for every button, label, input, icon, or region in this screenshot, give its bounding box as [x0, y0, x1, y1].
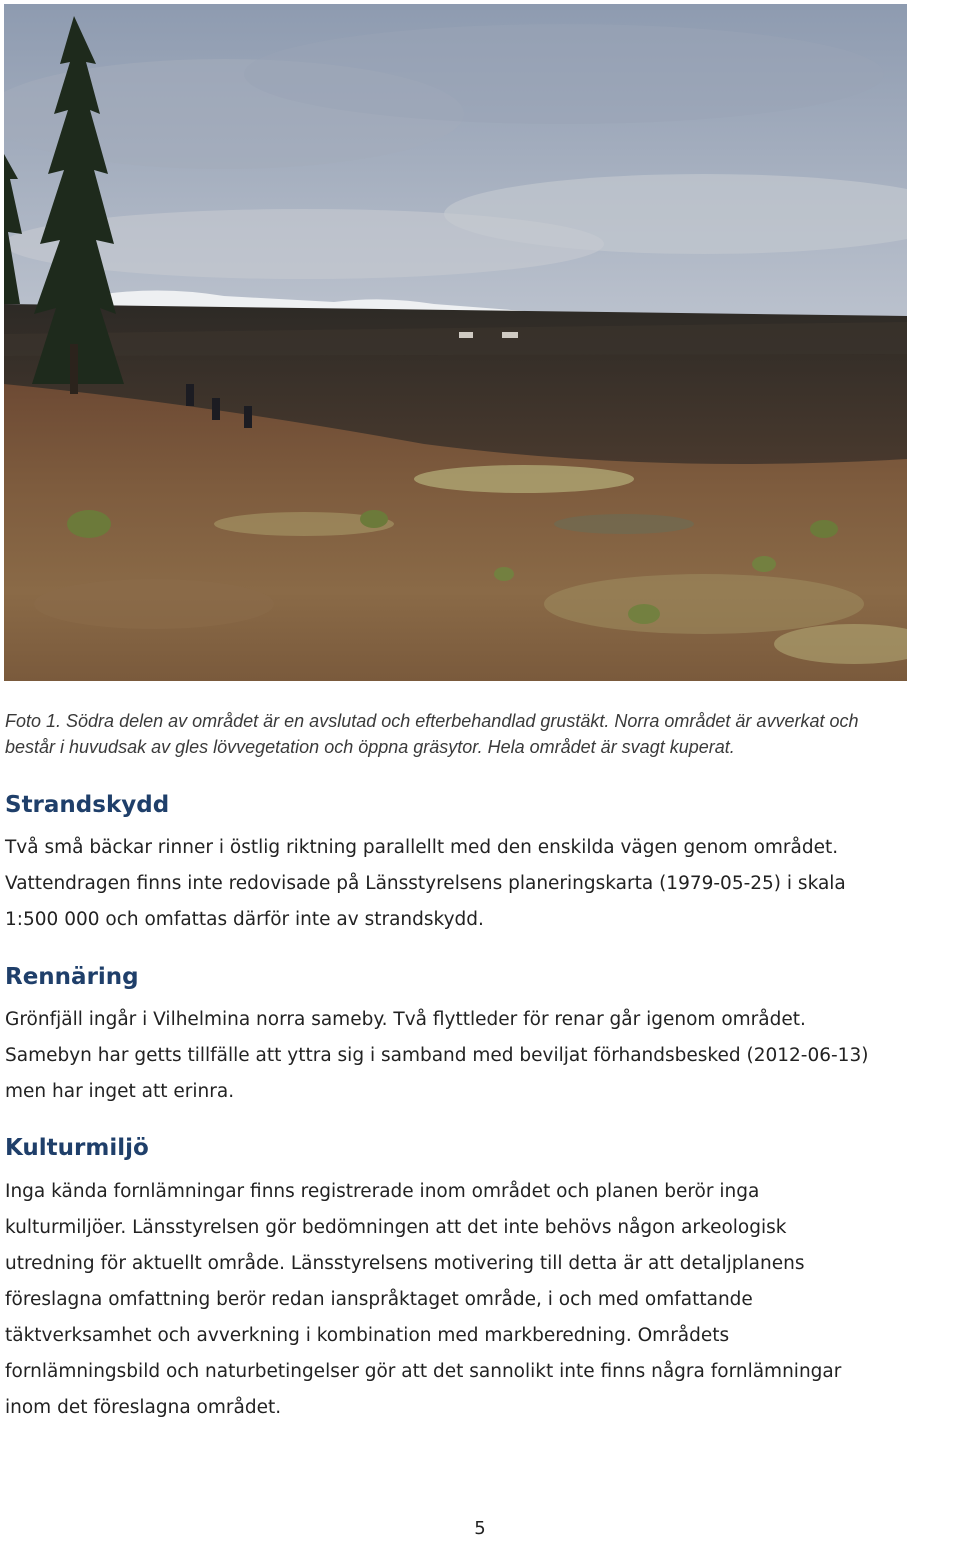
- text-line: men har inget att erinra.: [5, 1081, 235, 1102]
- text-line: utredning för aktuellt område. Länsstyrelsens motivering till detta är att detaljplanens: [5, 1253, 805, 1274]
- text-line: Vattendragen finns inte redovisade på Länsstyrelsens planeringskarta (1979-05-25) i skala: [5, 873, 846, 894]
- page-number: 5: [474, 1518, 486, 1539]
- photo-caption: [5, 708, 955, 760]
- paragraph-strandskydd: [5, 830, 957, 938]
- paragraph-rennaring: [5, 1002, 957, 1110]
- text-line: Grönfjäll ingår i Vilhelmina norra sameby. Två flyttleder för renar går igenom området.: [5, 1009, 806, 1030]
- text-line: Samebyn har getts tillfälle att yttra sig i samband med beviljat förhandsbesked (2012-06-13): [5, 1045, 869, 1066]
- text-line: föreslagna omfattning berör redan ianspråktaget område, i och med omfattande: [5, 1289, 753, 1310]
- text-line: Inga kända fornlämningar finns registrerade inom området och planen berör inga: [5, 1181, 760, 1202]
- caption-line: Foto 1. Södra delen av området är en avslutad och efterbehandlad grustäkt. Norra området är avverkat och: [5, 711, 859, 731]
- caption-line: består i huvudsak av gles lövvegetation och öppna gräsytor. Hela området är svagt kuperat.: [5, 737, 735, 757]
- text-line: Två små bäckar rinner i östlig riktning parallellt med den enskilda vägen genom området.: [5, 837, 839, 858]
- section-heading-rennaring: Rennäring: [5, 964, 139, 990]
- landscape-photo: [4, 4, 907, 681]
- text-line: inom det föreslagna området.: [5, 1397, 282, 1418]
- text-line: täktverksamhet och avverkning i kombination med markberedning. Områdets: [5, 1325, 730, 1346]
- text-line: kulturmiljöer. Länsstyrelsen gör bedömningen att det inte behövs någon arkeologisk: [5, 1217, 787, 1238]
- paragraph-kulturmiljo: [5, 1174, 957, 1426]
- section-heading-kulturmiljo: Kulturmiljö: [5, 1135, 149, 1161]
- text-line: 1:500 000 och omfattas därför inte av strandskydd.: [5, 909, 484, 930]
- text-line: fornlämningsbild och naturbetingelser gör att det sannolikt inte finns några fornlämningar: [5, 1361, 842, 1382]
- section-heading-strandskydd: Strandskydd: [5, 792, 170, 818]
